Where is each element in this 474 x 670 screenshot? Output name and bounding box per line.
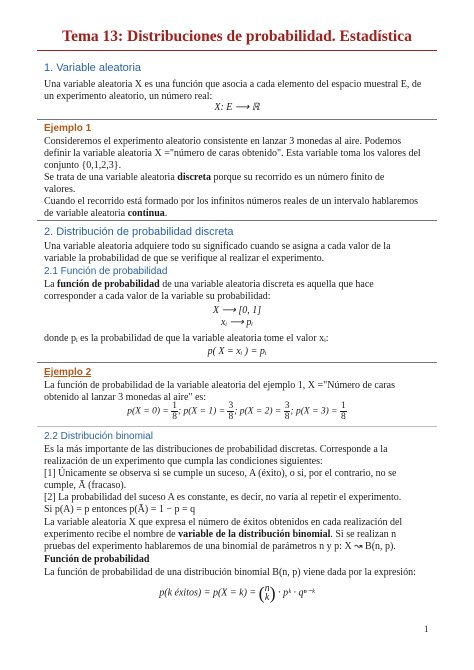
ej1-text: Se trata de una variable aleatoria [44,172,178,183]
frac-den: 8 [228,412,234,422]
binomial-paren-close: ) [269,583,276,603]
binomial-paren-open: ( [258,583,265,603]
page-number: 1 [424,624,429,634]
frac-num: 1 [340,401,346,411]
s22-text: experimento recibe el nombre de [44,529,179,540]
frac-num: 3 [284,401,290,411]
prob-x0-label: p(X = 0) = [127,406,172,417]
s2-line-1: Una variable aleatoria adquiere todo su significado cuando se asigna a cada valor de la [44,241,391,252]
divider [37,362,437,363]
s21-bold-funcion: función de probabilidad [57,279,160,290]
section-2-2-heading: 2.2 Distribución binomial [44,431,153,442]
binom-n: n [264,583,270,594]
fraction-1-8 [171,401,178,422]
frac-den: 8 [340,412,346,422]
s22-line-7: La variable aleatoria X que expresa el número de éxitos obtenidos en cada realización del [44,517,403,528]
section-1-heading: 1. Variable aleatoria [44,62,142,74]
s1-line-2: un experimento aleatorio, un número real: [44,91,213,102]
ej1-bold-discreta: discreta [177,172,211,183]
frac-num: 1 [172,401,177,411]
fraction-1-8 [340,401,347,422]
s2-line-2: variable la probabilidad de que se verifique al realizar el experimento. [44,253,325,264]
ej1-line-4 [44,172,430,184]
title-rule [37,50,437,51]
prob-x2-label: ; p(X = 2) = [234,406,284,417]
s22-line-10: La función de probabilidad de una distribución binomial B(n, p) viene dada por la expresión: [44,567,416,578]
s21-formula-2: xᵢ ⟶ pᵢ [221,317,253,328]
s22-line-2: realización de un experimento que cumpla las condiciones siguientes: [44,456,323,467]
s22-bold-variable: variable de la distribución binomial [178,529,331,540]
binomial-subheading: Función de probabilidad [44,554,150,565]
s22-line-6: Si p(A) = p entonces p(Ā) = 1 − p = q [44,504,196,515]
page-title: Tema 13: Distribuciones de probabilidad. Estadística [62,28,412,45]
ej1-bold-continua: continua [127,208,165,219]
divider [37,426,437,427]
binom-k: k [264,592,270,603]
divider [37,220,437,221]
binomial-formula-right: · pᵏ · qⁿ⁻ᵏ [275,587,315,599]
ej1-line-3: conjunto {0,1,2,3}. [44,160,122,171]
frac-num: 3 [228,401,234,411]
ej1-line-5: valores. [44,184,76,195]
s21-text: de una variable aleatoria discreta es aquella que hace [159,279,374,290]
prob-x1-label: ; p(X = 1) = [177,406,228,417]
s22-line-5: [2] La probabilidad del suceso A es constante, es decir, no varía al repetir el experimento. [44,492,402,503]
s1-formula: X: E ⟶ ℝ [214,102,260,113]
s21-line-2: corresponder a cada valor de la variable su probabilidad: [44,291,271,302]
section-2-1-heading: 2.1 Función de probabilidad [44,266,168,277]
ej1-line-1: Consideremos el experimento aleatorio consistente en lanzar 3 monedas al aire. Podemos [44,136,402,147]
frac-den: 8 [284,412,290,422]
s22-text: . Si se realizan n [330,529,397,540]
s22-line-3: [1] Únicamente se observa si se cumple un suceso, A (éxito), o si, por el contrario, no se [44,468,397,479]
s22-line-9: pruebas del experimento hablaremos de una binomial de parámetros n y p: X ↝ B(n, p). [44,541,396,552]
binomial-formula-left: p(k éxitos) = p(X = k) = [159,587,259,599]
s22-line-8 [44,529,430,541]
s22-line-1: Es la más importante de las distribuciones de probabilidad discretas. Corresponde a la [44,444,388,455]
s21-formula-3: p( X = xᵢ ) = pᵢ [207,346,267,357]
ej2-line-2: obtenido al lanzar 3 monedas al aire" es: [44,392,207,403]
ej1-line-7 [44,208,430,220]
s21-line-1 [44,279,430,291]
s22-line-4: cumple, Ā (fracaso). [44,480,127,491]
s21-formula-1: X ⟶ [0, 1] [212,305,262,316]
ej2-line-1: La función de probabilidad de la variable aleatoria del ejemplo 1, X ="Número de caras [44,380,395,391]
section-2-heading: 2. Distribución de probabilidad discreta [44,226,234,238]
example-2-heading: Ejemplo 2 [44,367,92,378]
binomial-formula [0,584,474,602]
s21-text: La [44,279,58,290]
example-1-heading: Ejemplo 1 [44,123,92,134]
ej1-text: de variable aleatoria [44,208,128,219]
ej1-text: porque su recorrido es un número finito de [210,172,385,183]
ej1-text: . [164,208,168,219]
frac-den: 8 [172,412,177,422]
s21-line-3: donde pᵢ es la probabilidad de que la variable aleatoria tome el valor xᵢ: [44,333,329,344]
ej1-line-2: definir la variable aleatoria X ="número de caras obtenido". Esta variable toma los valores del [44,148,421,159]
prob-x3-label: ; p(X = 3) = [290,406,340,417]
s1-line-1: Una variable aleatoria X es una función que asocia a cada elemento del espacio muestral E, de [44,79,422,90]
divider [37,119,437,120]
ej1-line-6: Cuando el recorrido está formado por los infinitos números reales de un intervalo hablaremos [44,196,419,207]
ej2-probabilities [0,401,474,422]
